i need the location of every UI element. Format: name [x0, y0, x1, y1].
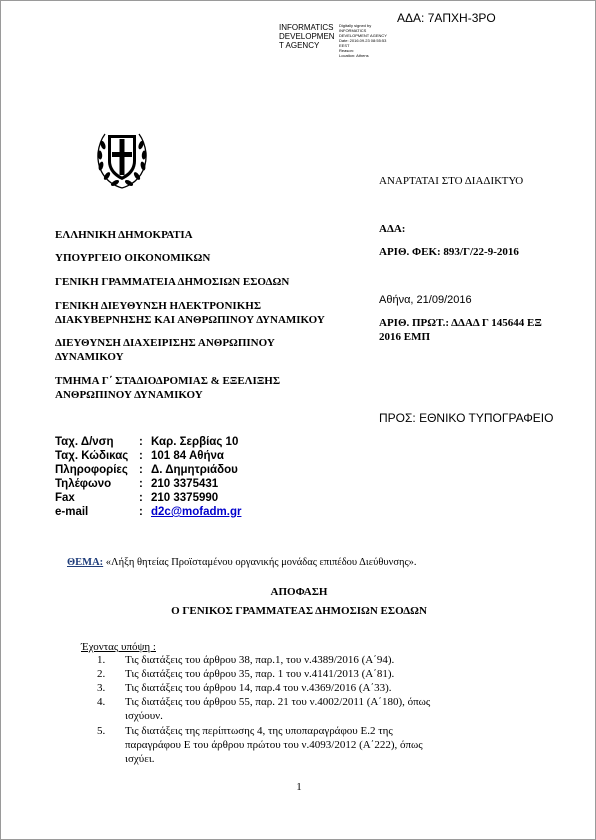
contact-colon: : [139, 492, 143, 504]
signature-org-line: T AGENCY [279, 41, 320, 50]
contact-colon: : [139, 478, 143, 490]
contact-label: Ταχ. Δ/νση [55, 436, 114, 448]
list-item-text: Τις διατάξεις του άρθρου 14, παρ.4 του ν.4369/2016 (Α΄33). [125, 682, 392, 694]
list-item-text: Τις διατάξεις του άρθρου 55, παρ. 21 του ν.4002/2011 (Α΄180), όπως [125, 696, 431, 708]
posted-online-label: ΑΝΑΡΤΑΤΑΙ ΣΤΟ ΔΙΑΔΙΚΤΥΟ [379, 175, 524, 187]
page-number: 1 [296, 781, 302, 793]
contact-value: 210 3375431 [151, 478, 219, 490]
contact-colon: : [139, 436, 143, 448]
protocol-number: ΑΡΙΘ. ΠΡΩΤ.: ΔΔΑΔ Γ 145644 ΕΞ [379, 317, 542, 329]
signature-org-line: INFORMATICS [279, 23, 334, 32]
list-item [97, 682, 511, 695]
org-line: ΔΙΕΥΘΥΝΣΗ ΔΙΑΧΕΙΡΙΣΗΣ ΑΝΘΡΩΠΙΝΟΥ [55, 337, 275, 349]
org-line: ΓΕΝΙΚΗ ΓΡΑΜΜΑΤΕΙΑ ΔΗΜΟΣΙΩΝ ΕΣΟΔΩΝ [55, 276, 290, 288]
list-item-number: 3. [97, 682, 106, 694]
org-line: ΔΥΝΑΜΙΚΟΥ [55, 351, 124, 363]
contact-label: Πληροφορίες [55, 464, 128, 476]
signature-org-line: DEVELOPMEN [279, 32, 335, 41]
considering-label: Έχοντας υπόψη : [81, 641, 156, 653]
contact-label: e-mail [55, 506, 89, 518]
contact-colon: : [139, 450, 143, 462]
document-date: Αθήνα, 21/09/2016 [379, 294, 472, 306]
org-line: ΥΠΟΥΡΓΕΙΟ ΟΙΚΟΝΟΜΙΚΩΝ [55, 252, 211, 264]
contact-row [55, 477, 241, 491]
org-line: ΤΜΗΜΑ Γ΄ ΣΤΑΔΙΟΔΡΟΜΙΑΣ & ΕΞΕΛΙΞΗΣ [55, 375, 281, 387]
org-line: ΕΛΛΗΝΙΚΗ ΔΗΜΟΚΡΑΤΙΑ [55, 229, 193, 241]
subject-line [67, 557, 417, 568]
contact-row [55, 435, 241, 449]
signature-detail-line: INFORMATICS [339, 28, 367, 33]
contact-value: 210 3375990 [151, 492, 219, 504]
list-item-text: Τις διατάξεις της περίπτωσης 4, της υποπαραγράφου Ε.2 της [125, 725, 393, 737]
org-line: ΔΙΑΚΥΒΕΡΝΗΣΗΣ ΚΑΙ ΑΝΘΡΩΠΙΝΟΥ ΔΥΝΑΜΙΚΟΥ [55, 314, 325, 326]
contact-info [55, 435, 241, 519]
recipient: ΠΡΟΣ: ΕΘΝΙΚΟ ΤΥΠΟΓΡΑΦΕΙΟ [379, 411, 554, 425]
ada-label: ΑΔΑ: [379, 223, 406, 235]
signature-detail-line: Digitally signed by [339, 23, 372, 28]
list-item-text: Τις διατάξεις του άρθρου 38, παρ.1, του ν.4389/2016 (Α΄94). [125, 654, 395, 666]
contact-row [55, 463, 241, 477]
contact-value: 101 84 Αθήνα [151, 450, 224, 462]
decision-subtitle: Ο ΓΕΝΙΚΟΣ ΓΡΑΜΜΑΤΕΑΣ ΔΗΜΟΣΙΩΝ ΕΣΟΔΩΝ [171, 605, 427, 617]
digital-signature-org [279, 23, 339, 50]
org-line: ΓΕΝΙΚΗ ΔΙΕΥΘΥΝΣΗ ΗΛΕΚΤΡΟΝΙΚΗΣ [55, 300, 262, 312]
digital-signature-details [339, 23, 399, 58]
protocol-number-cont: 2016 ΕΜΠ [379, 331, 431, 343]
subject-text: «Λήξη θητείας Προϊσταμένου οργανικής μονάδας επιπέδου Διεύθυνσης». [105, 557, 417, 568]
contact-colon: : [139, 464, 143, 476]
signature-detail-line: DEVELOPMENT AGENCY [339, 33, 387, 38]
list-item-text-cont: ισχύει. [125, 753, 155, 765]
contact-label: Τηλέφωνο [55, 478, 112, 490]
contact-colon: : [139, 506, 143, 518]
list-item-number: 4. [97, 696, 106, 708]
signature-detail-line: Reason: [339, 48, 354, 53]
signature-detail-line: Location: Athens [339, 53, 369, 58]
list-item-text: Τις διατάξεις του άρθρου 35, παρ. 1 του ν.4141/2013 (Α΄81). [125, 668, 395, 680]
subject-label: ΘΕΜΑ: [67, 557, 104, 568]
list-item [97, 725, 511, 767]
list-item-number: 2. [97, 668, 106, 680]
contact-value: Δ. Δημητριάδου [151, 464, 238, 476]
decision-title: ΑΠΟΦΑΣΗ [270, 586, 328, 598]
fek-number: ΑΡΙΘ. ΦΕΚ: 893/Γ/22-9-2016 [379, 246, 519, 258]
list-item-number: 5. [97, 725, 106, 737]
contact-row [55, 449, 241, 463]
contact-label: Fax [55, 492, 75, 504]
list-item [97, 668, 511, 681]
contact-row [55, 491, 241, 505]
list-item-text-cont: ισχύουν. [125, 710, 163, 722]
list-item [97, 654, 511, 667]
list-item-text-cont: παραγράφου Ε του άρθρου πρώτου του ν.4093/2012 (Α΄222), όπως [125, 739, 423, 751]
signature-detail-line: Date: 2016.09.23 08:55:53 [339, 38, 387, 43]
contact-label: Ταχ. Κώδικας [55, 450, 129, 462]
contact-value: Καρ. Σερβίας 10 [151, 436, 239, 448]
greek-emblem-icon [91, 125, 153, 191]
email-link[interactable]: d2c@mofadm.gr [151, 506, 242, 518]
contact-row [55, 505, 241, 519]
org-line: ΑΝΘΡΩΠΙΝΟΥ ΔΥΝΑΜΙΚΟΥ [55, 389, 203, 401]
ada-top-label: ΑΔΑ: 7ΑΠΧΗ-3ΡΟ [397, 11, 496, 25]
list-item [97, 696, 511, 724]
signature-detail-line: EEST [339, 43, 350, 48]
list-item-number: 1. [97, 654, 106, 666]
